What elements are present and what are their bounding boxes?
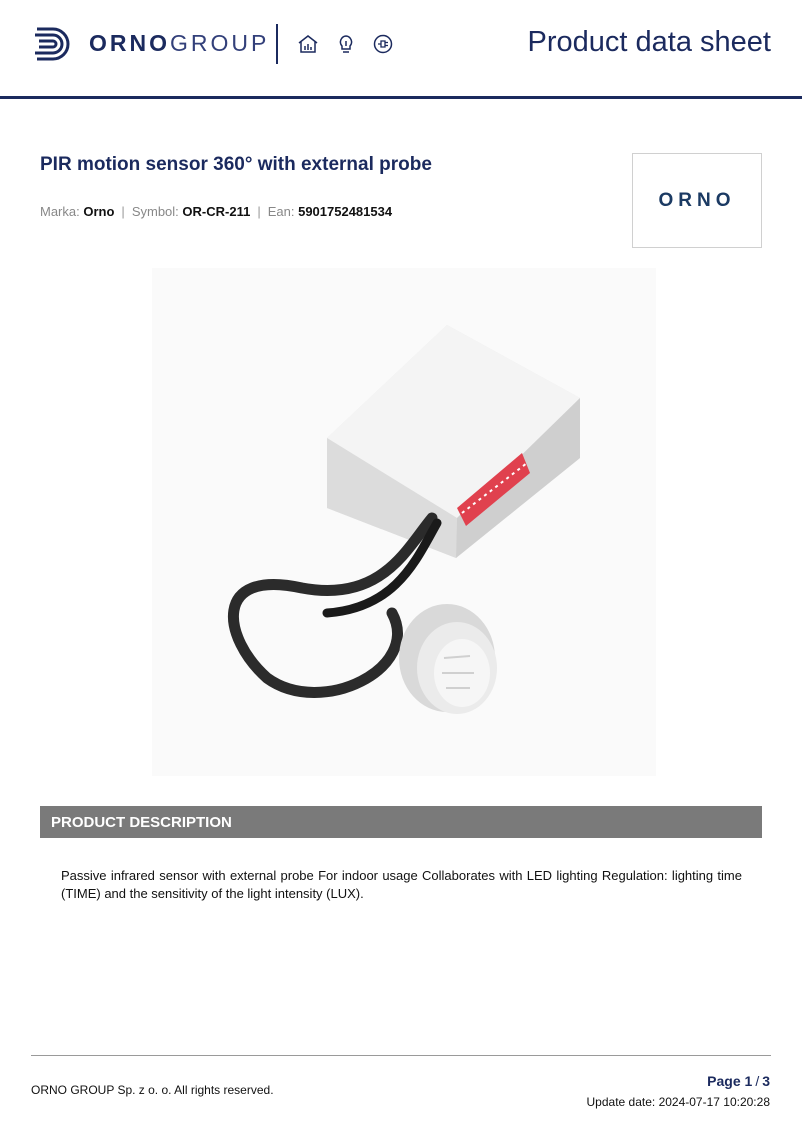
pir-sensor-illustration [152, 268, 656, 776]
meta-separator: | [121, 204, 125, 219]
brand-logo: ORNO [658, 190, 736, 211]
brand-logo-box [632, 153, 762, 248]
page-current: 1 [744, 1073, 753, 1089]
page-indicator: Page 1 / 3 [707, 1073, 770, 1089]
lightbulb-icon [335, 33, 357, 55]
section-heading: PRODUCT DESCRIPTION [51, 814, 232, 831]
orno-logo-mark-icon [33, 24, 75, 64]
brand-value: Orno [83, 204, 115, 219]
smart-home-icon [297, 33, 319, 55]
symbol-label: Symbol: [131, 204, 179, 219]
update-date [587, 1095, 771, 1109]
symbol-value: OR-CR-211 [182, 204, 251, 219]
brand-label: Marka: [40, 204, 80, 219]
header-rule [0, 96, 802, 99]
product-description-text: Passive infrared sensor with external probe For indoor usage Collaborates with LED lighting Regulation: lighting time (TIME) and the sensitivity of the light intensity (LUX). [61, 868, 742, 901]
power-plug-icon [372, 33, 394, 55]
update-value: 2024-07-17 10:20:28 [658, 1095, 770, 1109]
page-label: Page [707, 1073, 741, 1089]
product-photo [152, 268, 656, 776]
copyright-text: ORNO GROUP Sp. z o. o. All rights reserved. [31, 1083, 274, 1097]
meta-separator: | [257, 204, 261, 219]
ean-label: Ean: [267, 204, 295, 219]
update-label: Update date: [586, 1095, 656, 1109]
document-title: Product data sheet [527, 26, 771, 58]
company-logo-text: ORNOGROUP [89, 30, 270, 56]
page-total: 3 [762, 1073, 770, 1089]
product-title: PIR motion sensor 360° with external probe [40, 154, 432, 175]
product-meta [40, 204, 392, 219]
header-divider [276, 24, 278, 64]
footer-rule [31, 1055, 771, 1056]
product-description-heading-bar [40, 806, 762, 838]
page-header [0, 0, 802, 96]
ean-value: 5901752481534 [298, 204, 393, 219]
